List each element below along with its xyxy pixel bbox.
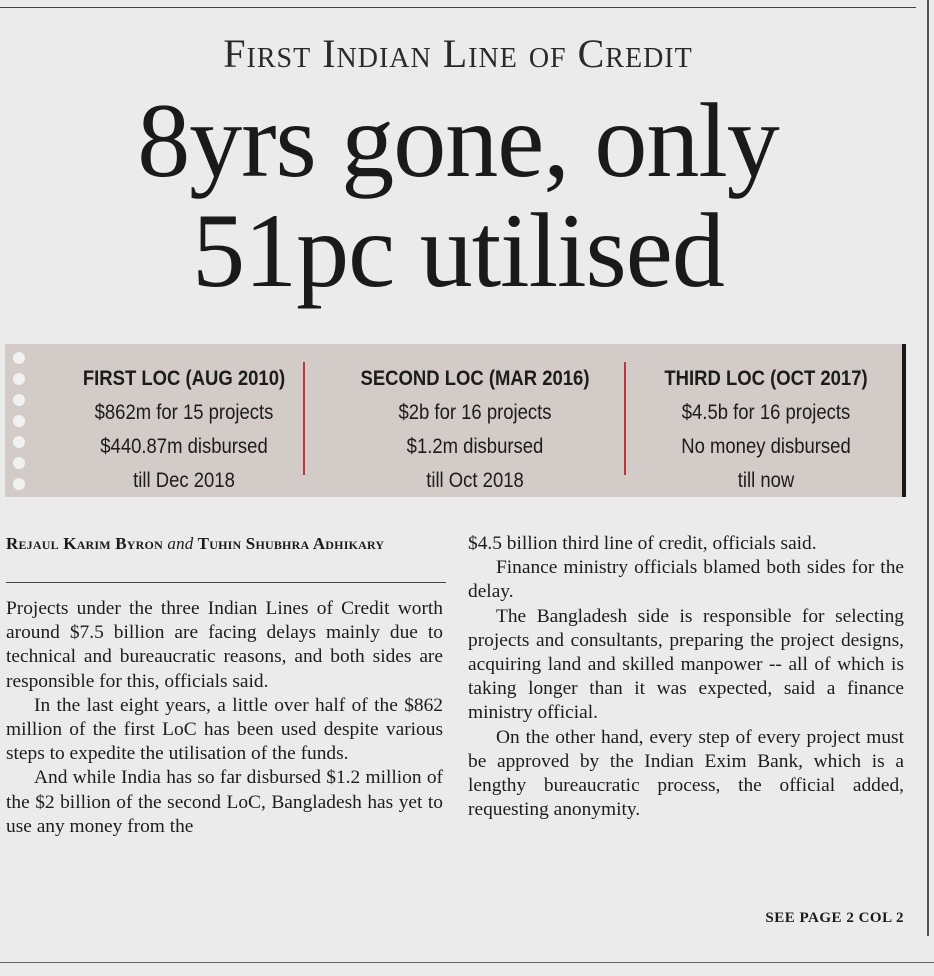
fact-line: till now	[737, 469, 795, 492]
article-paragraph: Finance ministry officials blamed both sides for the delay.	[468, 557, 904, 603]
fact-line: $862m for 15 projects	[94, 401, 274, 424]
fact-divider	[303, 362, 305, 475]
fact-heading: SECOND LOC (MAR 2016)	[360, 367, 590, 390]
byline-rule	[6, 582, 446, 583]
fact-column-third-loc	[647, 362, 885, 492]
article-paragraph: In the last eight years, a little over half of the $862 million of the first LoC has been used despite various steps to expedite the utilisation of the funds.	[6, 694, 443, 765]
top-rule	[0, 7, 916, 8]
headline-line-2: 51pc utilised	[192, 192, 724, 309]
continued-on-page-link[interactable]: SEE PAGE 2 COL 2	[765, 910, 904, 926]
article-paragraph: And while India has so far disbursed $1.2 million of the $2 billion of the second LoC, Bangladesh has yet to use any money from the	[6, 767, 443, 837]
article-paragraph: Projects under the three Indian Lines of Credit worth around $7.5 billion are facing delays mainly due to technical and bureaucratic reasons, and both sides are responsible for this, officials said.	[6, 598, 443, 692]
fact-line: till Oct 2018	[426, 469, 524, 492]
fact-line: $2b for 16 projects	[398, 401, 552, 424]
kicker: First Indian Line of Credit	[223, 31, 693, 76]
fact-line: $4.5b for 16 projects	[681, 401, 851, 424]
fact-box-edge	[902, 344, 906, 497]
fact-column-first-loc	[65, 362, 303, 492]
fact-heading: THIRD LOC (OCT 2017)	[664, 367, 868, 390]
article-column-right	[468, 532, 904, 822]
fact-line: $440.87m disbursed	[100, 435, 268, 458]
article-paragraph: On the other hand, every step of every project must be approved by the Indian Exim Bank, which is a lengthy bureaucratic process, the official added, requesting anonymity.	[468, 726, 904, 821]
fact-box	[5, 344, 902, 497]
byline-and: and	[167, 534, 194, 553]
fact-line: $1.2m disbursed	[406, 435, 544, 458]
notebook-holes-decoration	[13, 352, 27, 492]
byline	[6, 534, 436, 553]
article-column-left	[6, 597, 443, 839]
fact-line: till Dec 2018	[133, 469, 235, 492]
article-paragraph: The Bangladesh side is responsible for selecting projects and consultants, preparing the project designs, acquiring land and skilled manpower -- all of which is taking longer than it was expected, said a finance ministry official.	[468, 605, 904, 724]
fact-heading: FIRST LOC (AUG 2010)	[82, 367, 286, 390]
author-name: Rejaul Karim Byron	[6, 534, 163, 553]
headline-line-1: 8yrs gone, only	[137, 82, 779, 199]
fact-divider	[624, 362, 626, 475]
headline	[0, 82, 916, 309]
author-name: Tuhin Shubhra Adhikary	[197, 534, 385, 553]
right-rule	[927, 0, 929, 936]
bottom-rule	[0, 962, 934, 963]
fact-line: No money disbursed	[681, 435, 851, 458]
article-paragraph: $4.5 billion third line of credit, officials said.	[468, 533, 817, 554]
fact-column-second-loc	[345, 362, 605, 492]
